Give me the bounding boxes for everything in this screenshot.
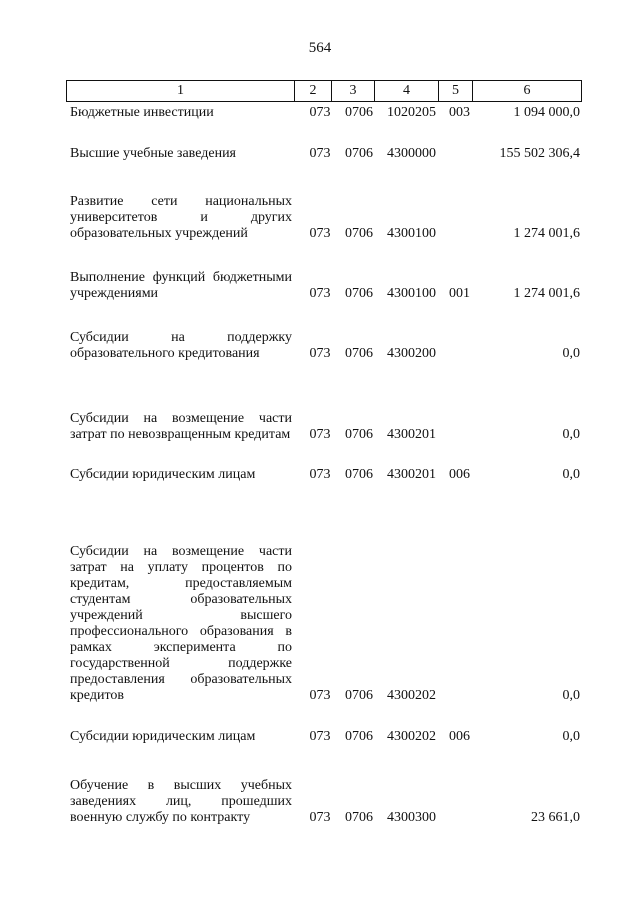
row-code-3: 0706 [345,427,373,442]
row-code-4: 4300200 [387,346,436,361]
row-name: Выполнение функций бюджетными учреждениями [70,270,292,301]
row-code-3: 0706 [345,346,373,361]
header-col-5: 5 [438,81,472,101]
row-code-4: 4300300 [387,810,436,825]
row-amount: 1 274 001,6 [513,286,580,301]
row-code-3: 0706 [345,146,373,161]
row-code-4: 4300201 [387,467,436,482]
row-name: Субсидии на возмещение части затрат на уплату процентов по кредитам, предоставляемым студентам образовательных учреждений высшего профессионального образования в рамках эксперимента по государственной поддержке предоставления образовательных кредитов [70,544,292,703]
row-code-2: 073 [309,346,331,361]
row-name: Субсидии на возмещение части затрат по невозвращенным кредитам [70,411,292,442]
row-code-3: 0706 [345,688,373,703]
page-number: 564 [308,40,332,56]
row-code-5: 003 [449,105,470,120]
row-code-2: 073 [309,105,331,120]
row-code-3: 0706 [345,810,373,825]
row-code-4: 4300000 [387,146,436,161]
row-code-3: 0706 [345,286,373,301]
row-code-2: 073 [309,688,331,703]
row-code-2: 073 [309,427,331,442]
row-amount: 1 094 000,0 [513,105,580,120]
row-amount: 0,0 [562,467,580,482]
row-code-4: 4300201 [387,427,436,442]
row-amount: 155 502 306,4 [499,146,580,161]
row-code-4: 4300202 [387,729,436,744]
row-code-5: 001 [449,286,470,301]
row-name: Субсидии юридическим лицам [70,467,256,482]
row-name: Высшие учебные заведения [70,146,236,161]
row-amount: 0,0 [562,688,580,703]
row-code-3: 0706 [345,105,373,120]
header-col-3: 3 [331,81,374,101]
table-header [66,80,582,102]
row-amount: 1 274 001,6 [513,226,580,241]
row-name: Субсидии юридическим лицам [70,729,256,744]
row-amount: 0,0 [562,346,580,361]
header-col-6: 6 [472,81,581,101]
row-code-5: 006 [449,467,470,482]
row-code-5: 006 [449,729,470,744]
row-name: Развитие сети национальных университетов и других образовательных учреждений [70,194,292,241]
header-col-2: 2 [294,81,331,101]
header-col-1: 1 [177,83,184,98]
row-name: Субсидии на поддержку образовательного кредитования [70,330,292,361]
row-code-2: 073 [309,286,331,301]
row-amount: 0,0 [562,427,580,442]
row-code-2: 073 [309,226,331,241]
row-code-3: 0706 [345,226,373,241]
row-code-3: 0706 [345,729,373,744]
header-col-4: 4 [374,81,438,101]
row-amount: 23 661,0 [531,810,580,825]
row-code-4: 4300100 [387,286,436,301]
row-code-4: 1020205 [387,105,436,120]
row-name: Бюджетные инвестиции [70,105,214,120]
row-code-3: 0706 [345,467,373,482]
row-code-4: 4300100 [387,226,436,241]
row-name: Обучение в высших учебных заведениях лиц, прошедших военную службу по контракту [70,778,292,825]
row-code-2: 073 [309,810,331,825]
row-code-2: 073 [309,467,331,482]
row-amount: 0,0 [562,729,580,744]
row-code-4: 4300202 [387,688,436,703]
row-code-2: 073 [309,146,331,161]
row-code-2: 073 [309,729,331,744]
